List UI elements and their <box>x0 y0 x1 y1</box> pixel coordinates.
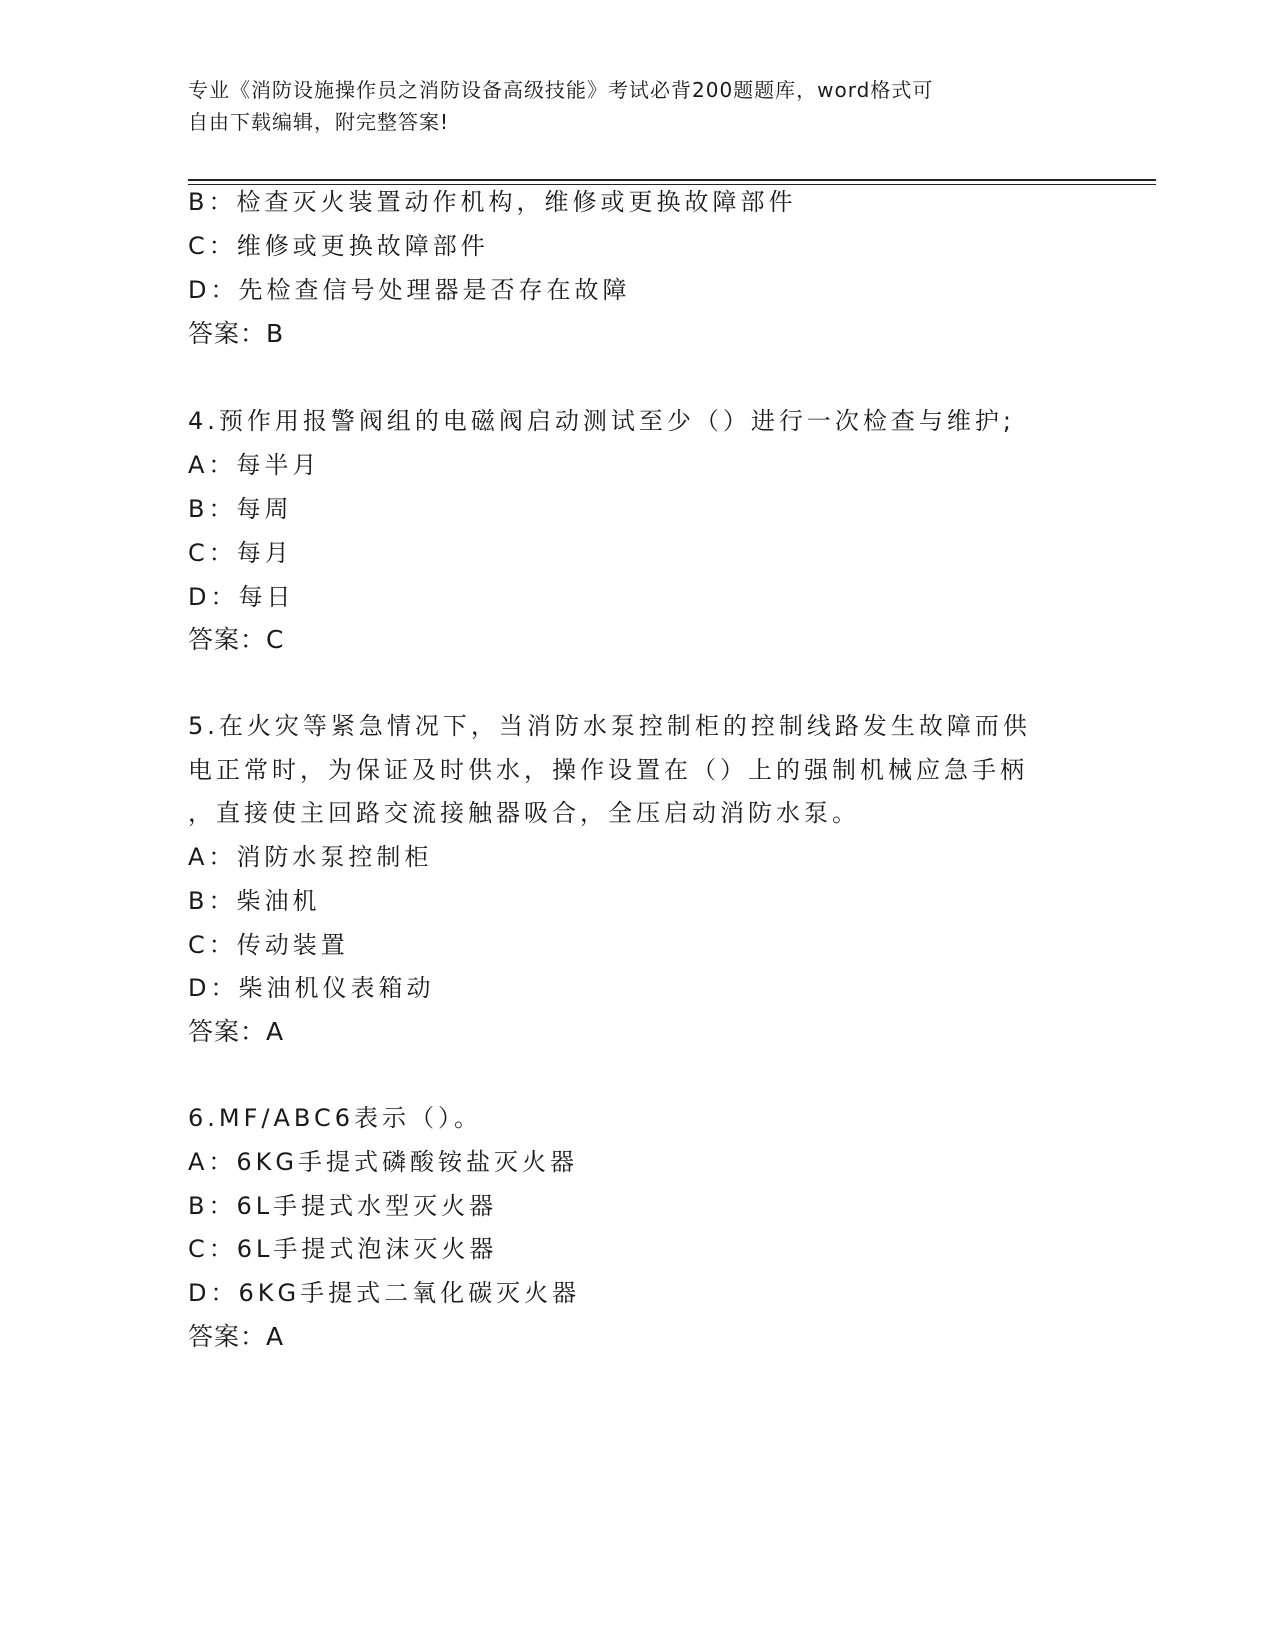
header-line-1: 专业《消防设施操作员之消防设备高级技能》考试必背200题题库，word格式可 <box>188 78 934 102</box>
document-header <box>188 74 1068 138</box>
q3-answer: 答案：B <box>188 319 285 348</box>
q4-option-b: B：每周 <box>188 495 293 523</box>
q4-answer: 答案：C <box>188 625 285 654</box>
q6-option-a: A：6KG手提式磷酸铵盐灭火器 <box>188 1148 579 1176</box>
q5-option-c: C：传动装置 <box>188 931 349 959</box>
q5-option-b: B：柴油机 <box>188 887 321 915</box>
header-rule-thin <box>188 184 1156 185</box>
header-rule-thick <box>188 179 1156 181</box>
q4-option-c: C：每月 <box>188 539 293 567</box>
q5-answer: 答案：A <box>188 1017 285 1046</box>
q5-stem-line-2: 电正常时，为保证及时供水，操作设置在（）上的强制机械应急手柄 <box>188 756 1028 784</box>
q6-answer: 答案：A <box>188 1322 285 1351</box>
q3-option-c: C：维修或更换故障部件 <box>188 232 489 260</box>
q5-option-a: A：消防水泵控制柜 <box>188 843 433 871</box>
q4-stem: 4.预作用报警阀组的电磁阀启动测试至少（）进行一次检查与维护; <box>188 407 1015 435</box>
header-line-2: 自由下载编辑，附完整答案! <box>188 110 450 134</box>
q6-option-c: C：6L手提式泡沫灭火器 <box>188 1235 498 1263</box>
q4-option-d: D：每日 <box>188 583 295 611</box>
q3-option-b: B：检查灭火装置动作机构，维修或更换故障部件 <box>188 188 797 216</box>
q6-option-b: B：6L手提式水型灭火器 <box>188 1192 498 1220</box>
q3-option-d: D：先检查信号处理器是否存在故障 <box>188 276 631 304</box>
q5-stem-line-3: ，直接使主回路交流接触器吸合，全压启动消防水泵。 <box>188 799 860 827</box>
q5-option-d: D：柴油机仪表箱动 <box>188 974 435 1002</box>
q5-stem-line-1: 5.在火灾等紧急情况下，当消防水泵控制柜的控制线路发生故障而供 <box>188 712 1031 740</box>
q4-option-a: A：每半月 <box>188 451 321 479</box>
q6-stem: 6.MF/ABC6表示（）。 <box>188 1104 482 1132</box>
q6-option-d: D：6KG手提式二氧化碳灭火器 <box>188 1279 581 1307</box>
